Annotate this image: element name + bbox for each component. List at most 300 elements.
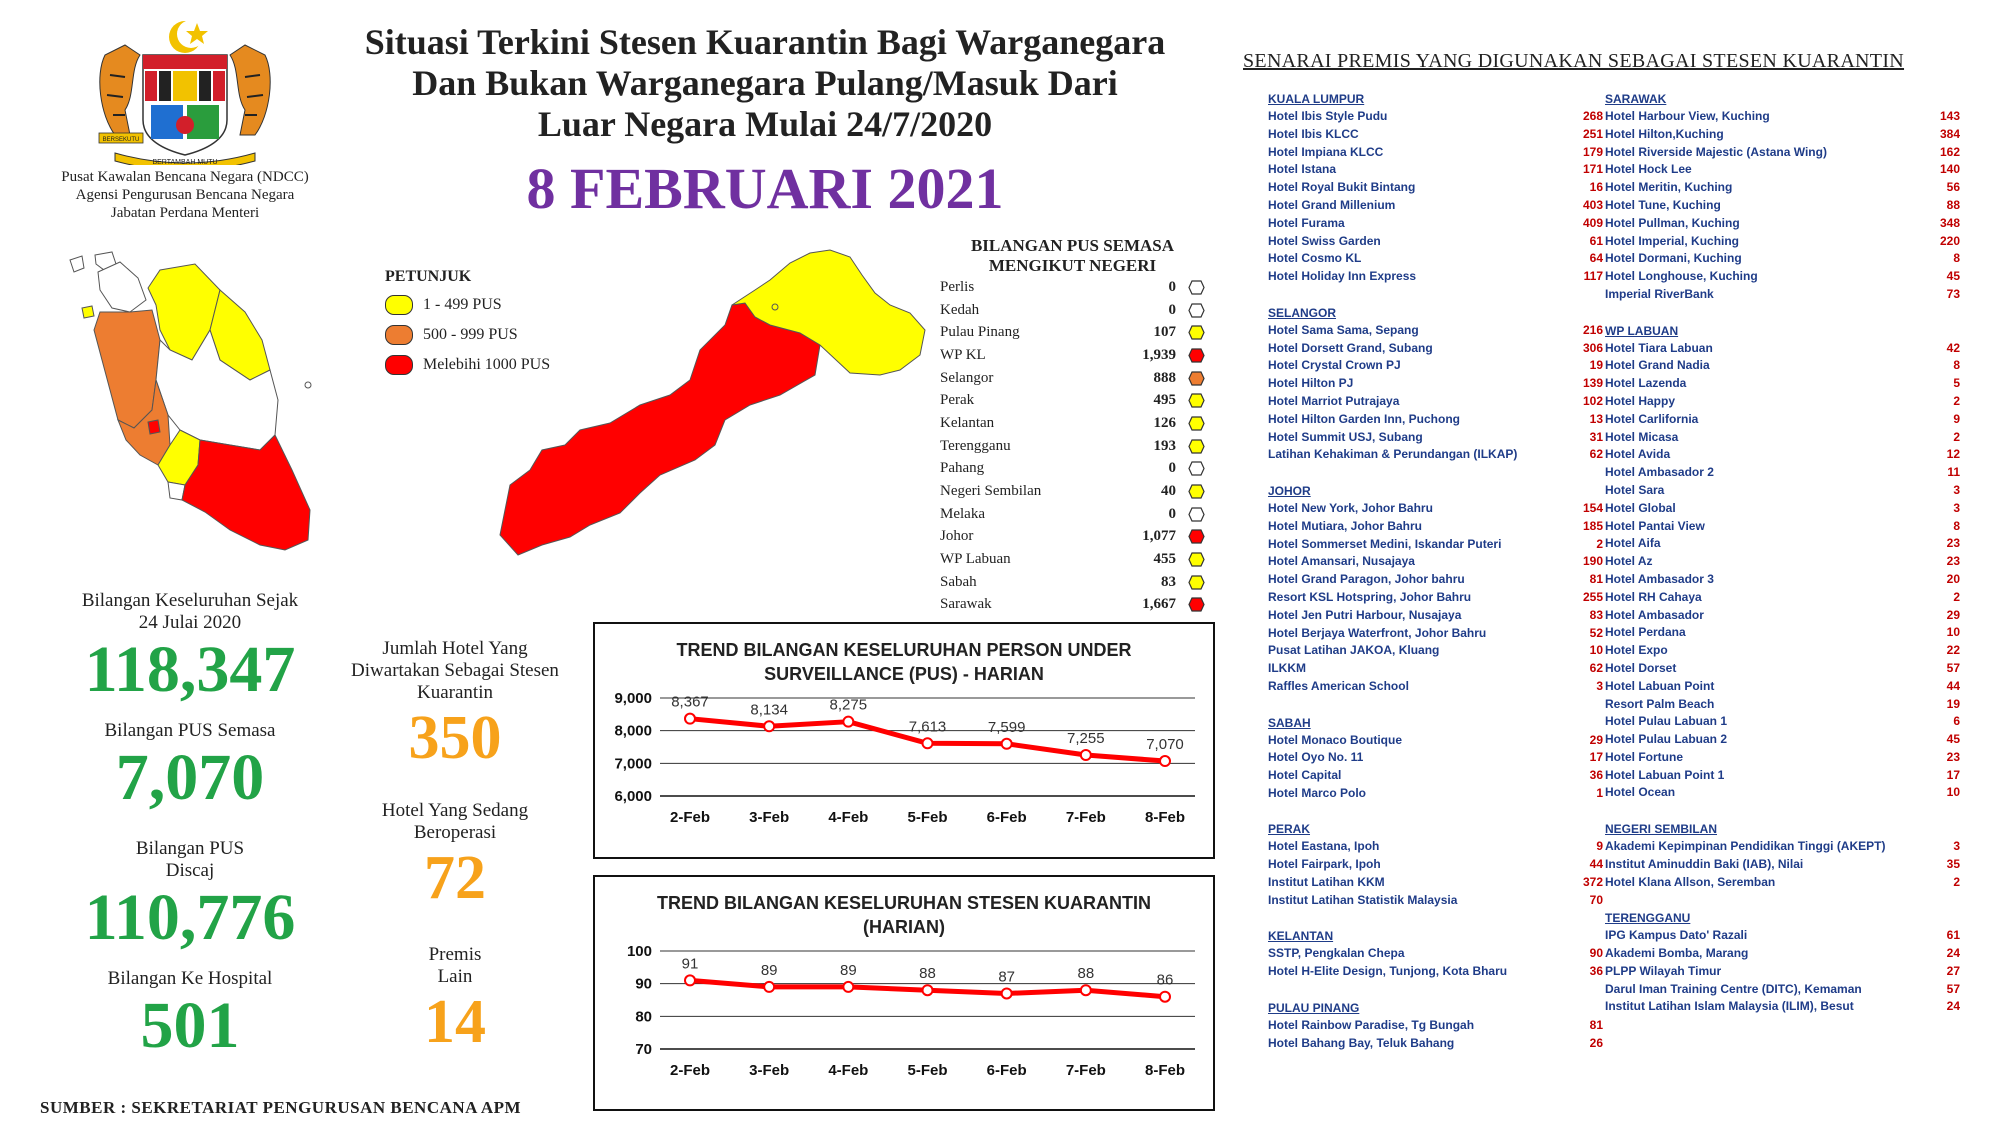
state-row: [940, 344, 1205, 367]
premises-name: Hotel Riverside Majestic (Astana Wing): [1605, 144, 1827, 159]
state-name: WP Labuan: [940, 551, 1011, 568]
legend-swatch-yellow: [385, 295, 413, 315]
title-line: Dan Bukan Warganegara Pulang/Masuk Dari: [412, 63, 1118, 103]
premises-name: Hotel Imperial, Kuching: [1605, 233, 1740, 248]
premises-name: Hotel Istana: [1268, 162, 1337, 177]
premises-row: [1605, 179, 1960, 197]
premises-count: 1: [1596, 785, 1603, 800]
premises-name: Hotel Sama Sama, Sepang: [1268, 322, 1419, 337]
chart-title-line: SURVEILLANCE (PUS) - HARIAN: [764, 664, 1044, 684]
premises-row: [1268, 446, 1603, 464]
premises-count: 27: [1946, 963, 1960, 978]
premises-row: [1605, 874, 1960, 892]
premises-count: 10: [1946, 785, 1960, 800]
data-label: 89: [760, 961, 778, 979]
state-name: Sarawak: [940, 596, 992, 613]
premises-name: Hotel New York, Johor Bahru: [1268, 500, 1433, 515]
premises-name: Hotel Sara: [1605, 482, 1665, 497]
premises-name: Hotel Bahang Bay, Teluk Bahang: [1268, 1035, 1455, 1050]
premises-count: 31: [1589, 429, 1603, 444]
premises-count: 162: [1939, 144, 1960, 159]
premises-name: Hotel Pullman, Kuching: [1605, 215, 1740, 230]
premises-count: 61: [1589, 233, 1603, 248]
premises-name: Hotel Hilton,Kuching: [1605, 126, 1724, 141]
state-status-hexagon-icon: [1188, 461, 1205, 476]
premises-name: Hotel Grand Millenium: [1268, 197, 1396, 212]
state-name: Pahang: [940, 460, 985, 477]
y-tick-label: 100: [626, 943, 652, 960]
premises-row: [1268, 179, 1603, 197]
state-name: WP KL: [940, 346, 986, 363]
premises-spacer: [1268, 803, 1603, 821]
premises-row: [1605, 784, 1960, 802]
premises-row: [1605, 767, 1960, 785]
premises-row: [1605, 215, 1960, 233]
premises-count: 268: [1582, 109, 1603, 123]
premises-state-heading: JOHOR: [1268, 483, 1311, 498]
premises-count: 2: [1953, 429, 1960, 444]
premises-count: 216: [1582, 322, 1603, 337]
report-date: 8 FEBRUARI 2021: [526, 156, 1004, 221]
state-pus-count: 455: [1153, 551, 1176, 568]
data-point: [685, 714, 695, 724]
states-title-line: MENGIKUT NEGERI: [988, 256, 1157, 275]
svg-text:BERSEKUTU: BERSEKUTU: [102, 137, 140, 143]
premises-count: 73: [1946, 286, 1960, 301]
premises-row: [1268, 1017, 1603, 1035]
premises-row: [1605, 963, 1960, 981]
premises-row: [1268, 892, 1603, 910]
premises-name: Hotel Tune, Kuching: [1605, 197, 1721, 212]
premises-row: [1605, 233, 1960, 251]
state-pus-count: 40: [1161, 483, 1176, 500]
premises-row: [1268, 874, 1603, 892]
premises-row: [1268, 767, 1603, 785]
premises-name: Hotel Furama: [1268, 215, 1345, 230]
x-tick-label: 5-Feb: [907, 809, 948, 826]
premises-row: [1268, 1035, 1603, 1053]
premises-row: [1268, 642, 1603, 660]
stat-value: 118,347: [84, 633, 296, 706]
data-point: [843, 717, 853, 727]
data-label: 7,070: [1146, 736, 1184, 754]
premises-count: 8: [1953, 518, 1960, 533]
premises-row: [1605, 197, 1960, 215]
premises-row: [1605, 678, 1960, 696]
premises-name: Hotel Royal Bukit Bintang: [1268, 180, 1416, 195]
y-tick-label: 8,000: [614, 722, 652, 740]
premises-row: [1268, 429, 1603, 447]
premises-count: 10: [1946, 625, 1960, 640]
y-tick-label: 70: [635, 1041, 652, 1058]
premises-count: 88: [1946, 197, 1960, 212]
premises-state-heading: WP LABUAN: [1605, 323, 1679, 338]
premises-count: 12: [1946, 447, 1960, 462]
premises-count: 22: [1946, 643, 1960, 658]
premises-name: Imperial RiverBank: [1605, 286, 1714, 301]
state-name: Perak: [940, 392, 975, 409]
data-label: 7,613: [908, 718, 947, 736]
premises-name: Hotel RH Cahaya: [1605, 589, 1702, 604]
premises-count: 3: [1953, 500, 1960, 515]
state-row: [940, 458, 1205, 481]
state-name: Terengganu: [940, 437, 1011, 454]
premises-spacer: [1605, 304, 1960, 322]
premises-row: [1268, 126, 1603, 144]
states-panel-title: [955, 236, 1190, 276]
premises-row: [1605, 411, 1960, 429]
premises-row: [1605, 945, 1960, 963]
premises-name: Hotel Ambasador: [1605, 607, 1704, 622]
premises-count: 81: [1589, 1017, 1603, 1032]
x-tick-label: 7-Feb: [1065, 809, 1106, 826]
premises-row: [1605, 998, 1960, 1016]
premises-name: Hotel Klana Allson, Seremban: [1605, 874, 1776, 889]
state-pus-count: 107: [1153, 324, 1176, 341]
legend-swatch-red: [385, 355, 413, 375]
premises-count: 154: [1582, 500, 1603, 515]
premises-count: 26: [1589, 1035, 1603, 1050]
stat-label: Discaj: [165, 860, 215, 881]
premises-name: Hotel Global: [1605, 500, 1676, 515]
state-row: [940, 503, 1205, 526]
data-point: [923, 985, 933, 995]
premises-row: [1268, 322, 1603, 340]
premises-row: [1605, 927, 1960, 945]
premises-row: [1605, 500, 1960, 518]
data-label: 91: [681, 955, 699, 973]
y-tick-label: 90: [635, 975, 652, 993]
premises-count: 19: [1589, 358, 1603, 373]
station-trend-chart: [593, 875, 1215, 1111]
premises-name: Hotel Perdana: [1605, 625, 1686, 640]
premises-count: 2: [1953, 874, 1960, 889]
premises-count: 6: [1953, 714, 1960, 729]
premises-name: Hotel Amansari, Nusajaya: [1268, 554, 1415, 569]
premises-count: 8: [1953, 251, 1960, 266]
premises-name: Hotel Holiday Inn Express: [1268, 269, 1417, 284]
premises-row: [1605, 518, 1960, 536]
data-point: [1081, 985, 1091, 995]
premises-row: [1268, 393, 1603, 411]
premises-count: 44: [1589, 857, 1603, 872]
premises-name: Hotel Crystal Crown PJ: [1268, 358, 1401, 373]
premises-row: [1605, 856, 1960, 874]
premises-name: Hotel Ocean: [1605, 785, 1676, 800]
state-row: [940, 571, 1205, 594]
premises-count: 10: [1589, 643, 1603, 658]
states-table: [940, 276, 1205, 616]
agency-name: [40, 168, 330, 222]
stat-label: Diwartakan Sebagai Stesen: [351, 660, 559, 681]
premises-count: 23: [1946, 536, 1960, 551]
data-label: 87: [998, 968, 1016, 986]
premises-name: Hotel Grand Paragon, Johor bahru: [1268, 572, 1465, 587]
premises-count: 70: [1589, 892, 1603, 907]
chart-title: [595, 638, 1213, 686]
premises-count: 17: [1589, 750, 1603, 765]
premises-name: Hotel H-Elite Design, Tunjong, Kota Bharu: [1268, 964, 1508, 979]
state-pus-count: 1,077: [1142, 528, 1176, 545]
premises-row: [1268, 945, 1603, 963]
premises-name: Hotel Fortune: [1605, 749, 1683, 764]
data-point: [1160, 992, 1170, 1002]
state-pus-count: 126: [1153, 414, 1176, 431]
y-tick-label: 6,000: [614, 788, 652, 805]
state-name: Perlis: [940, 278, 975, 295]
premises-row: [1605, 161, 1960, 179]
state-row: [940, 321, 1205, 344]
state-row: [940, 526, 1205, 549]
data-label: 7,599: [987, 718, 1026, 736]
premises-row: [1605, 660, 1960, 678]
premises-count: 57: [1946, 981, 1960, 996]
premises-row: [1268, 250, 1603, 268]
state-status-hexagon-icon: [1188, 575, 1205, 590]
stat-label: Beroperasi: [413, 822, 497, 843]
premises-row: [1268, 375, 1603, 393]
legend-swatch-orange: [385, 325, 413, 345]
data-point: [764, 721, 774, 731]
premises-row: [1268, 963, 1603, 981]
premises-name: Hotel Ibis KLCC: [1268, 126, 1359, 141]
premises-row: [1268, 732, 1603, 750]
stat-label: Hotel Yang Sedang: [381, 800, 529, 821]
premises-count: 90: [1589, 946, 1603, 961]
data-label: 88: [919, 965, 936, 983]
premises-name: Hotel Grand Nadia: [1605, 358, 1710, 373]
premises-spacer: [1605, 802, 1960, 820]
state-pus-count: 495: [1153, 392, 1176, 409]
chart-title-line: TREND BILANGAN KESELURUHAN PERSON UNDER: [676, 640, 1132, 660]
gazetted-hotels-stat: [335, 638, 575, 772]
state-status-hexagon-icon: [1188, 303, 1205, 318]
data-point: [923, 738, 933, 748]
premises-count: 36: [1589, 768, 1603, 783]
premises-count: 5: [1953, 376, 1960, 391]
premises-count: 64: [1589, 251, 1603, 266]
premises-count: 45: [1946, 732, 1960, 747]
premises-name: Hotel Ambasador 2: [1605, 465, 1714, 480]
state-status-hexagon-icon: [1188, 393, 1205, 408]
premises-count: 185: [1582, 518, 1603, 533]
premises-count: 61: [1946, 928, 1960, 943]
premises-name: Hotel Carlifornia: [1605, 411, 1699, 426]
premises-row: [1268, 108, 1603, 126]
premises-count: 9: [1596, 839, 1603, 854]
premises-count: 306: [1582, 340, 1603, 355]
chart-title-line: (HARIAN): [863, 917, 945, 937]
stat-value: 72: [424, 844, 486, 912]
stat-value: 7,070: [115, 741, 265, 814]
stat-value: 501: [140, 989, 240, 1062]
premises-count: 23: [1946, 749, 1960, 764]
premises-name: Institut Latihan Statistik Malaysia: [1268, 892, 1458, 907]
premises-count: 19: [1946, 696, 1960, 711]
premises-name: Akademi Kepimpinan Pendidikan Tinggi (AKEPT): [1605, 839, 1886, 854]
premises-count: 57: [1946, 660, 1960, 675]
premises-count: 45: [1946, 269, 1960, 284]
premises-row: [1605, 286, 1960, 304]
svg-text:BERTAMBAH MUTU: BERTAMBAH MUTU: [152, 159, 218, 165]
premises-row: [1268, 536, 1603, 554]
state-status-hexagon-icon: [1188, 529, 1205, 544]
state-pus-count: 0: [1168, 505, 1176, 522]
premises-name: Hotel Hilton Garden Inn, Puchong: [1268, 411, 1460, 426]
x-tick-label: 8-Feb: [1144, 1062, 1186, 1079]
premises-state-heading: PERAK: [1268, 822, 1311, 837]
state-status-hexagon-icon: [1188, 507, 1205, 522]
premises-name: PLPP Wilayah Timur: [1605, 963, 1722, 978]
premises-name: Hotel Micasa: [1605, 429, 1679, 444]
premises-count: 56: [1946, 180, 1960, 195]
premises-row: [1605, 535, 1960, 553]
premises-row: [1605, 553, 1960, 571]
premises-count: 8: [1953, 358, 1960, 373]
premises-list-title: SENARAI PREMIS YANG DIGUNAKAN SEBAGAI STESEN KUARANTIN: [1243, 50, 1905, 72]
premises-name: Hotel Lazenda: [1605, 376, 1687, 391]
state-status-hexagon-icon: [1188, 371, 1205, 386]
state-row: [940, 480, 1205, 503]
premises-name: Hotel Hilton PJ: [1268, 376, 1354, 391]
premises-row: [1605, 393, 1960, 411]
premises-row: [1605, 981, 1960, 999]
premises-count: 2: [1596, 536, 1603, 551]
premises-row: [1605, 268, 1960, 286]
premises-row: [1605, 607, 1960, 625]
premises-name: Resort KSL Hotspring, Johor Bahru: [1268, 589, 1472, 604]
agency-line: Pusat Kawalan Bencana Negara (NDCC): [61, 169, 309, 185]
premises-row: [1605, 357, 1960, 375]
x-tick-label: 4-Feb: [828, 1062, 869, 1079]
premises-state-heading: SABAH: [1268, 715, 1311, 730]
premises-count: 403: [1582, 197, 1603, 212]
premises-count: 179: [1582, 144, 1603, 159]
data-label: 89: [839, 961, 857, 979]
premises-name: Pusat Latihan JAKOA, Kluang: [1268, 643, 1440, 658]
premises-row: [1268, 838, 1603, 856]
premises-row: [1268, 856, 1603, 874]
premises-spacer: [1268, 910, 1603, 928]
premises-count: 2: [1953, 589, 1960, 604]
premises-row: [1605, 144, 1960, 162]
x-tick-label: 2-Feb: [669, 809, 711, 826]
premises-spacer: [1268, 464, 1603, 482]
premises-count: 348: [1939, 215, 1960, 230]
premises-name: Hotel Marco Polo: [1268, 785, 1367, 800]
premises-name: Akademi Bomba, Marang: [1605, 946, 1749, 961]
x-tick-label: 8-Feb: [1144, 809, 1186, 826]
premises-count: 16: [1589, 180, 1603, 195]
premises-count: 102: [1582, 393, 1603, 408]
state-status-hexagon-icon: [1188, 348, 1205, 363]
premises-name: Hotel Marriot Putrajaya: [1268, 393, 1400, 408]
premises-count: 171: [1582, 162, 1603, 177]
premises-name: Hotel Capital: [1268, 768, 1342, 783]
data-point: [1160, 756, 1170, 766]
stat-label: Kuarantin: [417, 682, 493, 703]
premises-row: [1605, 731, 1960, 749]
premises-name: Hotel Labuan Point: [1605, 678, 1715, 693]
state-name: Johor: [940, 528, 974, 545]
premises-name: Hotel Jen Putri Harbour, Nusajaya: [1268, 607, 1462, 622]
premises-list-left: [1268, 90, 1603, 1052]
state-row: [940, 594, 1205, 617]
state-row: [940, 412, 1205, 435]
premises-row: [1605, 838, 1960, 856]
premises-row: [1268, 161, 1603, 179]
premises-row: [1268, 660, 1603, 678]
state-pus-count: 0: [1168, 278, 1176, 295]
legend-title: PETUNJUK: [385, 268, 472, 285]
premises-row: [1605, 624, 1960, 642]
premises-count: 62: [1589, 661, 1603, 676]
state-pus-count: 0: [1168, 460, 1176, 477]
discharged-pus-stat: [40, 838, 340, 954]
premises-name: Hotel Oyo No. 11: [1268, 750, 1364, 765]
premises-row: [1268, 411, 1603, 429]
premises-state-heading: SELANGOR: [1268, 305, 1337, 320]
premises-name: Hotel Ibis Style Pudu: [1268, 109, 1388, 123]
current-pus-stat: [40, 720, 340, 814]
premises-name: Institut Latihan KKM: [1268, 875, 1385, 890]
state-name: Melaka: [940, 505, 985, 522]
premises-name: Hotel Eastana, Ipoh: [1268, 839, 1380, 854]
stat-value: 14: [424, 988, 486, 1056]
data-label: 8,367: [671, 693, 709, 711]
state-status-hexagon-icon: [1188, 416, 1205, 431]
premises-name: Hotel Dormani, Kuching: [1605, 251, 1742, 266]
premises-name: Resort Palm Beach: [1605, 696, 1715, 711]
premises-count: 29: [1589, 732, 1603, 747]
premises-name: Institut Latihan Islam Malaysia (ILIM), Besut: [1605, 999, 1854, 1014]
premises-count: 190: [1582, 554, 1603, 569]
premises-name: Hotel Berjaya Waterfront, Johor Bahru: [1268, 625, 1487, 640]
premises-state-heading: KUALA LUMPUR: [1268, 92, 1365, 106]
state-pus-count: 193: [1153, 437, 1176, 454]
premises-count: 143: [1939, 109, 1960, 123]
y-tick-label: 9,000: [614, 690, 652, 707]
state-pus-count: 0: [1168, 301, 1176, 318]
premises-name: Hotel Az: [1605, 554, 1653, 569]
premises-row: [1268, 625, 1603, 643]
data-point: [1081, 750, 1091, 760]
premises-count: 372: [1582, 875, 1603, 890]
x-tick-label: 6-Feb: [986, 809, 1027, 826]
coat-of-arms-emblem: [95, 15, 275, 165]
premises-name: ILKKM: [1268, 661, 1306, 676]
premises-row: [1605, 713, 1960, 731]
x-tick-label: 2-Feb: [669, 1062, 711, 1079]
state-status-hexagon-icon: [1188, 280, 1205, 295]
premises-list-right: [1605, 90, 1960, 1016]
peninsular-malaysia-map: [60, 250, 340, 560]
premises-row: [1268, 215, 1603, 233]
premises-count: 11: [1947, 465, 1960, 480]
premises-state-heading: NEGERI SEMBILAN: [1605, 822, 1718, 837]
premises-row: [1268, 749, 1603, 767]
premises-row: [1605, 126, 1960, 144]
premises-name: Hotel Aifa: [1605, 536, 1661, 551]
premises-row: [1605, 429, 1960, 447]
premises-name: Hotel Pantai View: [1605, 518, 1705, 533]
premises-name: Hotel Cosmo KL: [1268, 251, 1362, 266]
premises-count: 3: [1953, 839, 1960, 854]
premises-count: 17: [1946, 767, 1960, 782]
state-status-hexagon-icon: [1188, 484, 1205, 499]
operating-hotels-stat: [335, 800, 575, 912]
state-pus-count: 1,667: [1142, 596, 1176, 613]
